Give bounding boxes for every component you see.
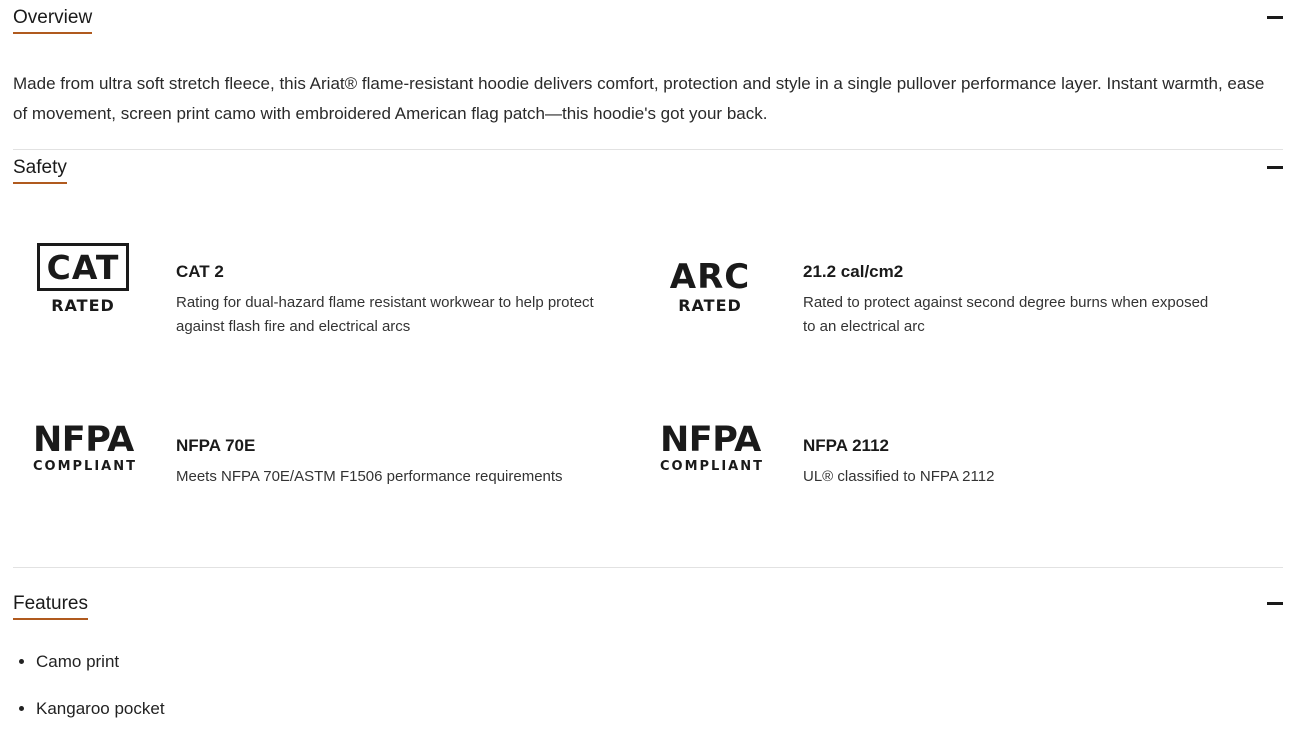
features-list <box>13 652 1283 719</box>
features-section <box>13 586 1283 719</box>
list-item: • Kangaroo pocket <box>36 699 1283 719</box>
nfpa-compliant-icon: NFPA COMPLIANT <box>660 420 764 474</box>
features-header[interactable] <box>13 586 1283 626</box>
safety-title[interactable]: Safety <box>13 157 67 184</box>
cat-rated-icon: CAT RATED <box>33 243 133 315</box>
badge-title: NFPA 70E <box>176 436 256 455</box>
badge-description: UL® classified to NFPA 2112 <box>803 468 995 485</box>
features-collapse-icon[interactable] <box>1267 602 1283 605</box>
overview-collapse-icon[interactable] <box>1267 16 1283 19</box>
badge-title: NFPA 2112 <box>803 436 889 455</box>
safety-collapse-icon[interactable] <box>1267 166 1283 169</box>
badge-title: 21.2 cal/cm2 <box>803 262 904 281</box>
overview-section <box>13 0 1283 150</box>
badge-title: CAT 2 <box>176 262 224 281</box>
nfpa-compliant-icon: NFPA COMPLIANT <box>33 420 137 474</box>
list-item: • Camo print <box>36 652 1283 672</box>
badge-description: Meets NFPA 70E/ASTM F1506 performance requirements <box>176 468 563 485</box>
badge-description: Rating for dual-hazard flame resistant workwear to help protect against flash fire and electrical arcs <box>176 294 594 335</box>
overview-description: Made from ultra soft stretch fleece, this Ariat® flame-resistant hoodie delivers comfort, protection and style in a single pullover performance layer. Instant warmth, ease of movement, screen print camo with embroidered American flag patch—this hoodie's got your back. <box>13 69 1283 150</box>
safety-section <box>13 150 1283 568</box>
features-title[interactable]: Features <box>13 593 88 620</box>
badge-description: Rated to protect against second degree burns when exposed to an electrical arc <box>803 294 1209 335</box>
safety-header[interactable] <box>13 150 1283 190</box>
overview-header[interactable] <box>13 0 1283 40</box>
overview-title[interactable]: Overview <box>13 7 92 34</box>
arc-rated-icon: ARC RATED <box>669 257 751 315</box>
